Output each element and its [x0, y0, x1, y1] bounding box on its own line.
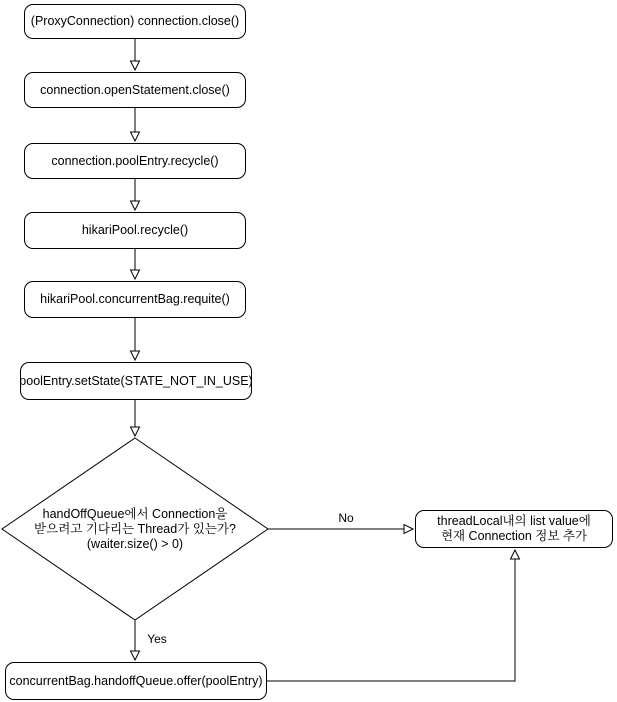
node-open-statement-close: connection.openStatement.close() [24, 72, 246, 108]
arrowhead-openstmt [131, 61, 140, 70]
arrowhead-decision [131, 427, 140, 436]
arrowhead-setstate [131, 351, 140, 360]
decision-line-2: 받으려고 기다리는 Thread가 있는가? [34, 521, 236, 536]
decision-diamond-text [25, 505, 245, 553]
edge-label-yes: Yes [142, 632, 172, 646]
node-set-state-not-in-use: poolEntry.setState(STATE_NOT_IN_USE) [20, 362, 252, 400]
arrowhead-offer [131, 651, 140, 660]
node-concurrent-bag-requite: hikariPool.concurrentBag.requite() [24, 281, 246, 318]
arrowhead-recycle [131, 132, 140, 141]
arrowhead-hikari [131, 201, 140, 210]
thread-local-line-2: 현재 Connection 정보 추가 [440, 529, 588, 543]
edge-label-no: No [331, 511, 361, 525]
node-thread-local-add [415, 510, 613, 548]
node-pool-entry-recycle: connection.poolEntry.recycle() [24, 143, 246, 179]
thread-local-line-1: threadLocal내의 list value에 [437, 514, 591, 528]
decision-line-1: handOffQueue에서 Connection을 [42, 506, 228, 521]
decision-line-3: (waiter.size() > 0) [86, 536, 184, 551]
arrowhead-threadlocal-bottom [511, 550, 520, 559]
node-hikari-pool-recycle: hikariPool.recycle() [24, 212, 246, 249]
edge-offer-to-threadlocal [267, 559, 515, 681]
arrowhead-threadlocal-left [404, 525, 413, 534]
node-handoff-queue-offer: concurrentBag.handoffQueue.offer(poolEntry) [5, 662, 267, 700]
node-proxy-connection-close: (ProxyConnection) connection.close() [24, 4, 246, 39]
arrowhead-requite [131, 270, 140, 279]
